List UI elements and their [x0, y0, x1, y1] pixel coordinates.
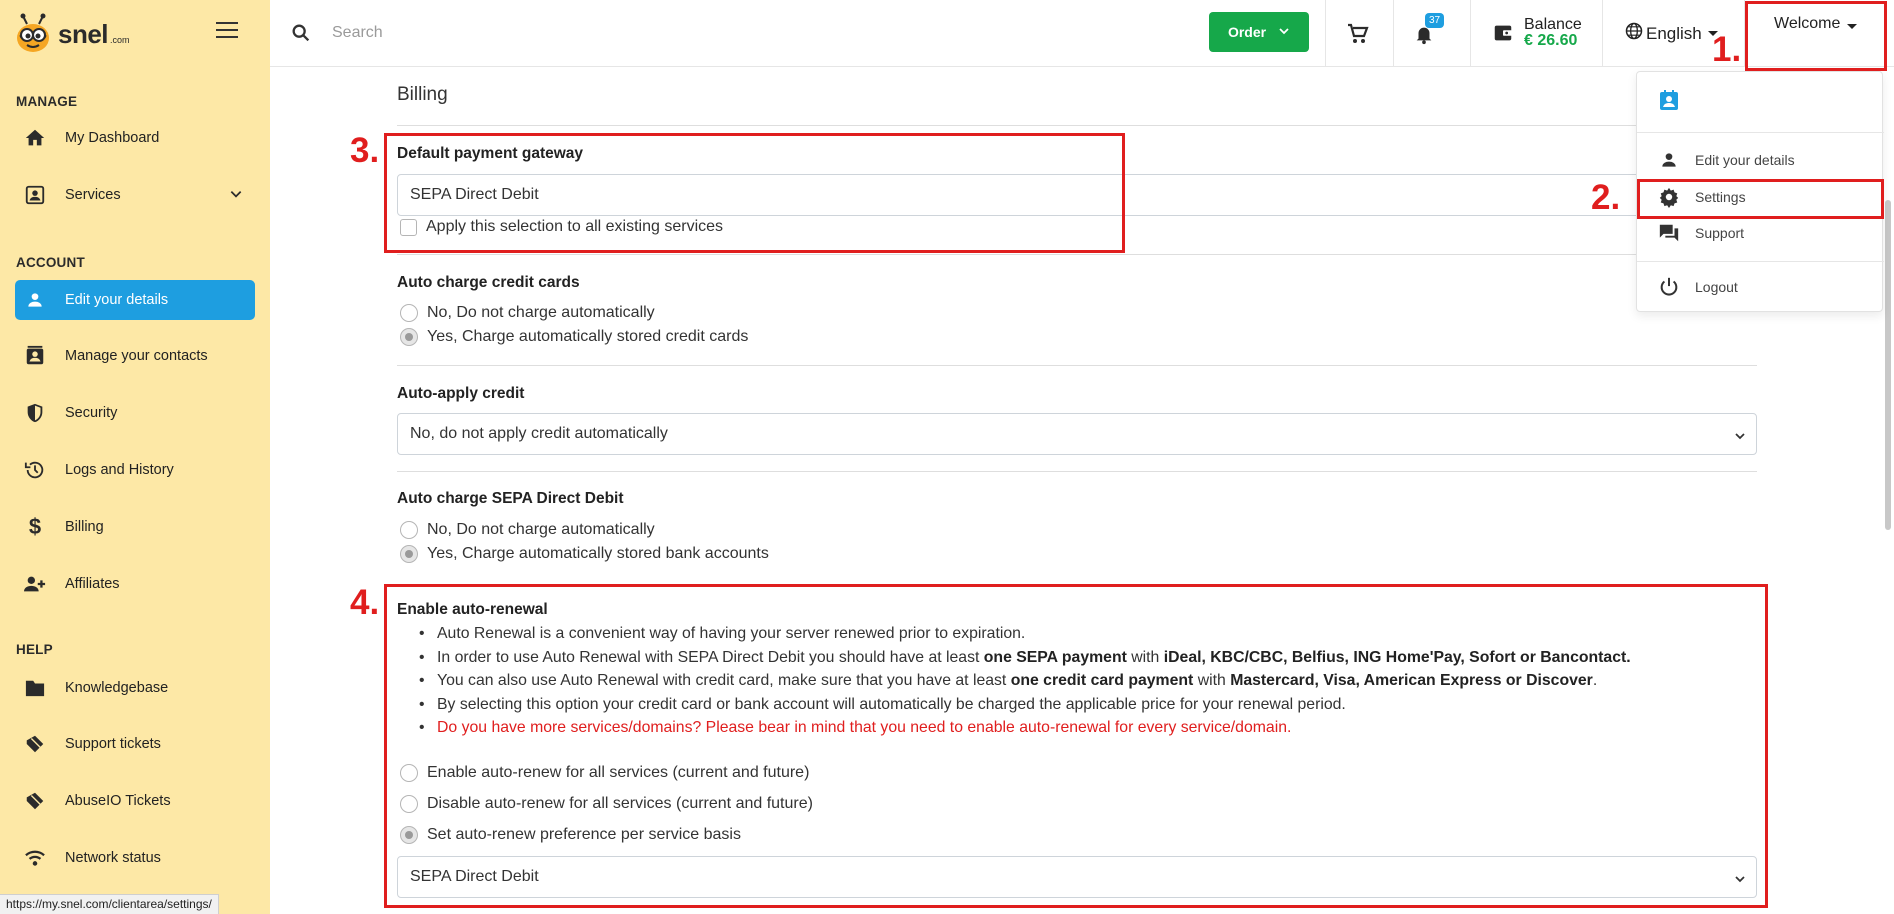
- auto-charge-sepa-yes[interactable]: [400, 545, 769, 563]
- list-item: • You can also use Auto Renewal with credit card, make sure that you have at least one credit card payment with Mastercard, Visa, American Express or Discover.: [437, 669, 1631, 693]
- divider: [1637, 132, 1884, 133]
- divider: [1325, 0, 1326, 67]
- power-icon: [1657, 275, 1681, 299]
- wifi-icon: [23, 846, 47, 870]
- brand-name: snel: [58, 18, 109, 49]
- globe-icon: [1624, 21, 1644, 46]
- home-icon: [23, 126, 47, 150]
- divider: [1602, 0, 1603, 67]
- list-item: • Do you have more services/domains? Please bear in mind that you need to enable auto-renewal for every service/domain.: [437, 716, 1631, 740]
- chevron-down-icon: [1278, 24, 1290, 40]
- radio-button[interactable]: [400, 328, 418, 346]
- chevron-down-icon: [1734, 429, 1746, 447]
- person-icon: [1657, 148, 1681, 172]
- divider: [397, 365, 1757, 366]
- sidebar-item-security[interactable]: [15, 393, 255, 433]
- apply-all-label: Apply this selection to all existing services: [426, 218, 724, 235]
- divider: [397, 254, 1757, 255]
- list-item: • Auto Renewal is a convenient way of having your server renewed prior to expiration.: [437, 622, 1631, 646]
- search-icon[interactable]: [290, 22, 312, 49]
- annotation-number-3: 3.: [350, 131, 380, 170]
- divider: [397, 471, 1757, 472]
- balance-label: Balance: [1524, 16, 1582, 33]
- topbar: [270, 0, 1894, 67]
- sidebar-item-label: Edit your details: [65, 292, 169, 308]
- annotation-number-2: 2.: [1591, 178, 1621, 217]
- sidebar-item-abuseio[interactable]: [15, 781, 255, 821]
- ticket-icon: [23, 789, 47, 813]
- list-item: • In order to use Auto Renewal with SEPA Direct Debit you should have at least one SEPA payment with iDeal, KBC/CBC, Belfius, ING Home'Pay, Sofort or Bancontact.: [437, 646, 1631, 670]
- divider: [1470, 0, 1471, 67]
- option-label: No, Do not charge automatically: [427, 304, 655, 321]
- section-manage: MANAGE: [16, 94, 78, 109]
- divider: [1393, 0, 1394, 67]
- dropdown-logout[interactable]: [1637, 271, 1884, 303]
- option-label: Disable auto-renew for all services (current and future): [427, 795, 813, 812]
- dollar-icon: $: [28, 514, 42, 539]
- dropdown-item-label: Logout: [1695, 279, 1738, 295]
- page-title: Billing: [397, 84, 448, 105]
- sidebar-item-services[interactable]: [15, 175, 255, 215]
- services-icon: [23, 183, 47, 207]
- sidebar-item-label: Logs and History: [65, 462, 174, 478]
- divider: [397, 125, 1757, 126]
- language-selector[interactable]: [1624, 21, 1718, 46]
- option-label: Yes, Charge automatically stored credit cards: [427, 328, 749, 345]
- hamburger-menu-icon[interactable]: [216, 22, 238, 40]
- order-label: Order: [1227, 24, 1267, 40]
- auto-charge-sepa-label: Auto charge SEPA Direct Debit: [397, 490, 624, 507]
- notification-badge: 37: [1425, 13, 1444, 28]
- sidebar-item-label: My Dashboard: [65, 130, 160, 146]
- contacts-icon: [23, 344, 47, 368]
- ticket-icon: [23, 732, 47, 756]
- dropdown-edit-details[interactable]: [1637, 144, 1884, 176]
- affiliates-icon: [23, 572, 47, 596]
- order-button[interactable]: [1209, 12, 1309, 52]
- radio-button[interactable]: [400, 304, 418, 322]
- balance-value: € 26.60: [1524, 32, 1578, 49]
- wallet-icon: [1492, 22, 1514, 49]
- sidebar-item-affiliates[interactable]: [15, 564, 255, 604]
- sidebar-item-knowledgebase[interactable]: [15, 668, 255, 708]
- sidebar-item-contacts[interactable]: [15, 336, 255, 376]
- option-label: Yes, Charge automatically stored bank accounts: [427, 545, 769, 562]
- bee-logo-icon: [12, 13, 54, 55]
- annotation-box-4: [384, 584, 1768, 908]
- dropdown-item-label: Edit your details: [1695, 152, 1795, 168]
- sidebar-item-billing[interactable]: [15, 507, 255, 547]
- cart-icon[interactable]: [1346, 22, 1370, 51]
- sidebar-item-dashboard[interactable]: [15, 118, 255, 158]
- annotation-number-1: 1.: [1712, 30, 1742, 69]
- annotation-box-1: [1745, 1, 1887, 71]
- history-icon: [23, 458, 47, 482]
- sidebar-item-label: Knowledgebase: [65, 680, 169, 696]
- option-label: Set auto-renew preference per service basis: [427, 826, 741, 843]
- option-label: Enable auto-renew for all services (current and future): [427, 764, 810, 781]
- folder-icon: [23, 676, 47, 700]
- sidebar-item-label: Security: [65, 405, 118, 421]
- chat-icon: [1657, 221, 1681, 245]
- annotation-box-3: [384, 133, 1125, 253]
- dropdown-item-label: Settings: [1695, 189, 1746, 205]
- dropdown-support[interactable]: [1637, 217, 1884, 249]
- shield-icon: [23, 401, 47, 425]
- dropdown-item-label: Support: [1695, 225, 1745, 241]
- chevron-down-icon: [229, 187, 243, 206]
- sidebar-item-support-tickets[interactable]: [15, 724, 255, 764]
- sidebar-item-label: Billing: [65, 519, 104, 535]
- status-url: https://my.snel.com/clientarea/settings/: [0, 894, 219, 914]
- sidebar-item-edit-details[interactable]: [15, 280, 255, 320]
- sidebar-item-label: Services: [65, 187, 121, 203]
- select-value: SEPA Direct Debit: [410, 868, 539, 885]
- auto-apply-credit-select[interactable]: [397, 413, 1757, 455]
- person-icon: [23, 288, 47, 312]
- sidebar-item-logs[interactable]: [15, 450, 255, 490]
- divider: [1637, 261, 1884, 262]
- section-account: ACCOUNT: [16, 255, 85, 270]
- language-label: English: [1646, 23, 1702, 43]
- sidebar-item-network-status[interactable]: [15, 838, 255, 878]
- sidebar-item-label: Affiliates: [65, 576, 120, 592]
- sidebar-item-label: AbuseIO Tickets: [65, 793, 171, 809]
- list-item: • By selecting this option your credit card or bank account will automatically be charged the applicable price for your renewal period.: [437, 693, 1631, 717]
- auto-renewal-label: Enable auto-renewal: [397, 601, 548, 618]
- scrollbar[interactable]: [1885, 200, 1891, 530]
- welcome-label: Welcome: [1774, 15, 1841, 32]
- option-label: No, Do not charge automatically: [427, 521, 655, 538]
- default-gateway-value: SEPA Direct Debit: [410, 186, 539, 203]
- brand-logo[interactable]: [12, 12, 130, 56]
- auto-charge-cc-no[interactable]: [400, 304, 655, 322]
- auto-apply-credit-label: Auto-apply credit: [397, 385, 525, 402]
- annotation-box-2: [1637, 179, 1884, 219]
- radio-button[interactable]: [400, 521, 418, 539]
- default-gateway-label: Default payment gateway: [397, 145, 584, 162]
- radio-button[interactable]: [400, 545, 418, 563]
- auto-charge-cc-label: Auto charge credit cards: [397, 274, 580, 291]
- sidebar-item-label: Network status: [65, 850, 161, 866]
- brand-domain: .com: [110, 35, 130, 45]
- sidebar-item-label: Support tickets: [65, 736, 161, 752]
- search-input[interactable]: [332, 18, 932, 48]
- auto-charge-sepa-no[interactable]: [400, 521, 655, 539]
- select-value: No, do not apply credit automatically: [410, 425, 668, 442]
- annotation-number-4: 4.: [350, 583, 380, 622]
- sidebar-item-label: Manage your contacts: [65, 348, 208, 364]
- auto-charge-cc-yes[interactable]: [400, 328, 748, 346]
- contact-card-icon: [1657, 88, 1681, 117]
- section-help: HELP: [16, 642, 53, 657]
- sidebar: [0, 0, 270, 914]
